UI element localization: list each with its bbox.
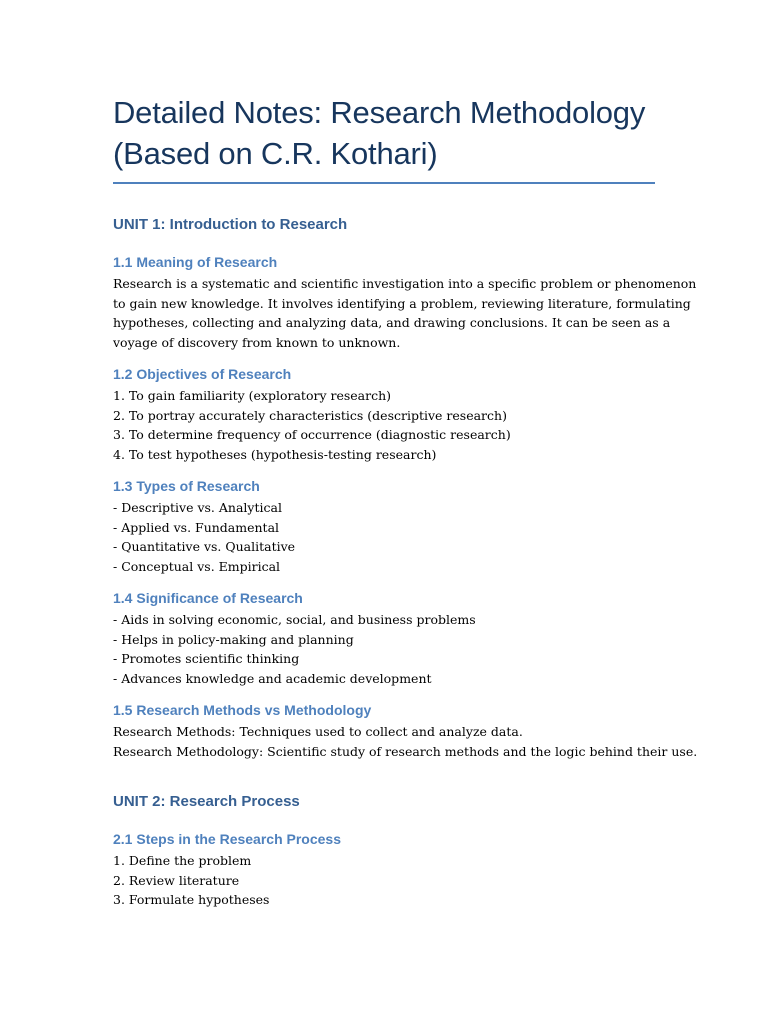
list-item: - Conceptual vs. Empirical: [113, 558, 281, 574]
list-item: 1. Define the problem: [113, 853, 252, 868]
objectives-list: [113, 386, 658, 464]
unit-1-heading: UNIT 1: Introduction to Research: [113, 216, 348, 233]
section-1-1-heading: 1.1 Meaning of Research: [113, 254, 278, 270]
document-title-line-1: Detailed Notes: Research Methodology: [113, 95, 646, 130]
list-item: - Aids in solving economic, social, and business problems: [113, 612, 476, 627]
list-item: 1. To gain familiarity (exploratory research): [113, 388, 392, 403]
section-1-5-heading: 1.5 Research Methods vs Methodology: [113, 702, 372, 718]
document-title: [113, 0, 658, 174]
list-item: 4. To test hypotheses (hypothesis-testing research): [113, 446, 437, 462]
document-page: [113, 0, 698, 910]
section-1-4-heading: 1.4 Significance of Research: [113, 590, 303, 606]
list-item: - Quantitative vs. Qualitative: [113, 539, 296, 554]
section-1-3-heading: 1.3 Types of Research: [113, 478, 260, 494]
list-item: 3. Formulate hypotheses: [113, 892, 270, 907]
significance-list: [113, 610, 658, 688]
list-item: 3. To determine frequency of occurrence (diagnostic research): [113, 427, 511, 442]
types-list: [113, 498, 658, 576]
list-item: 2. Review literature: [113, 872, 240, 888]
list-item: - Promotes scientific thinking: [113, 651, 300, 666]
list-item: - Advances knowledge and academic development: [113, 670, 432, 686]
research-steps-list: [113, 851, 658, 910]
paragraph-line: voyage of discovery from known to unknown.: [113, 334, 401, 350]
definition-line: Research Methodology: Scientific study of research methods and the logic behind their use.: [113, 743, 698, 759]
section-1-1-paragraph: [113, 274, 697, 352]
paragraph-line: to gain new knowledge. It involves identifying a problem, reviewing literature, formulating: [113, 295, 691, 311]
list-item: 2. To portray accurately characteristics (descriptive research): [113, 407, 507, 423]
paragraph-line: hypotheses, collecting and analyzing data, and drawing conclusions. It can be seen as a: [113, 315, 671, 330]
methods-vs-methodology: [113, 722, 698, 761]
title-underline-rule: [113, 182, 655, 184]
list-item: - Descriptive vs. Analytical: [113, 500, 282, 515]
list-item: - Helps in policy-making and planning: [113, 631, 354, 647]
unit-2-heading: UNIT 2: Research Process: [113, 793, 300, 810]
section-2-1-heading: 2.1 Steps in the Research Process: [113, 831, 341, 847]
section-1-2-heading: 1.2 Objectives of Research: [113, 366, 292, 382]
definition-line: Research Methods: Techniques used to collect and analyze data.: [113, 724, 523, 739]
list-item: - Applied vs. Fundamental: [113, 519, 280, 535]
document-title-line-2: (Based on C.R. Kothari): [113, 136, 438, 171]
paragraph-line: Research is a systematic and scientific investigation into a specific problem or phenomenon: [113, 276, 697, 291]
